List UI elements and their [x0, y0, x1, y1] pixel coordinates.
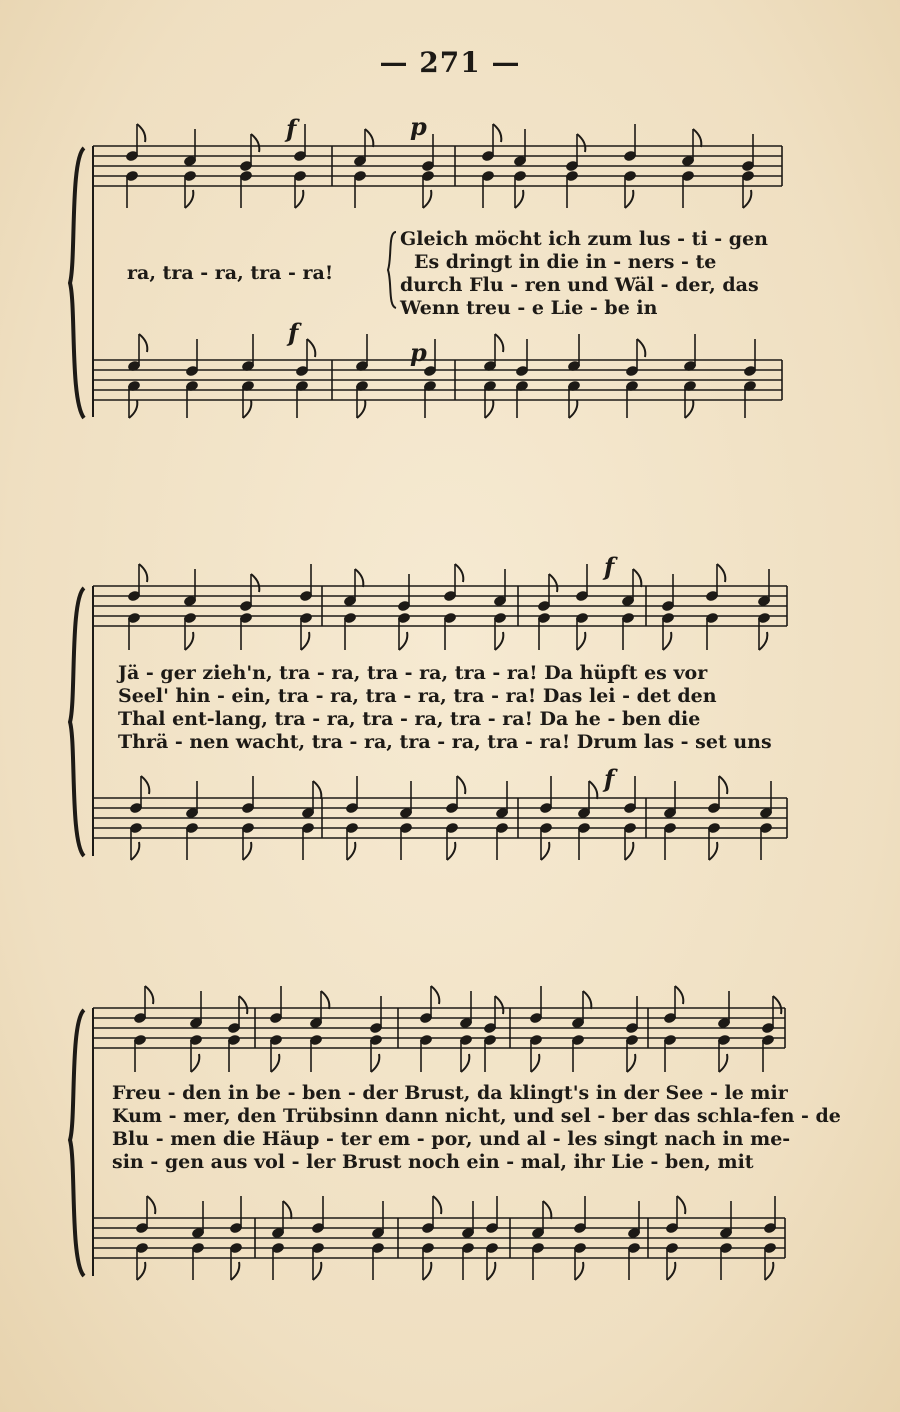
- verse-1-lyric: Freu - den in be - ben - der Brust, da klingt's in der See - le mir: [112, 1082, 788, 1104]
- dynamic-forte: f: [286, 114, 297, 143]
- note-flag: [321, 991, 329, 1009]
- dynamic-forte: f: [288, 318, 299, 347]
- verse-3-lyric: Blu - men die Häup - ter em - por, und al - les singt nach in me-: [112, 1128, 791, 1150]
- verse-3-lyric: Thal ent-lang, tra - ra, tra - ra, tra - ra! Da he - ben die: [118, 708, 701, 730]
- note-flag: [773, 996, 781, 1014]
- note-flag: [239, 996, 247, 1014]
- verse-1-lyric: Gleich möcht ich zum lus - ti - gen: [400, 228, 768, 250]
- note-flag: [423, 1262, 431, 1280]
- note-flag: [137, 1262, 145, 1280]
- note-flag: [495, 996, 503, 1014]
- note-flag: [531, 1054, 539, 1072]
- verse-1-lyric: Jä - ger zieh'n, tra - ra, tra - ra, tra - ra! Da hüpft es vor: [118, 662, 708, 684]
- note-flag: [313, 1262, 321, 1280]
- note-flag: [583, 991, 591, 1009]
- note-flag: [191, 1054, 199, 1072]
- note-flag: [433, 1196, 441, 1214]
- verse-2-lyric: Kum - mer, den Trübsinn dann nicht, und sel - ber das schla-fen - de: [112, 1105, 841, 1127]
- note-flag: [575, 1262, 583, 1280]
- note-flag: [283, 1201, 291, 1219]
- note-flag: [231, 1262, 239, 1280]
- note-flag: [677, 1196, 685, 1214]
- note-flag: [145, 986, 153, 1004]
- note-flag: [627, 1054, 635, 1072]
- dynamic-forte: f: [604, 764, 615, 793]
- note-flag: [371, 1054, 379, 1072]
- verse-2-lyric: Seel' hin - ein, tra - ra, tra - ra, tra - ra! Das lei - det den: [118, 685, 717, 707]
- note-flag: [147, 1196, 155, 1214]
- note-flag: [543, 1201, 551, 1219]
- verse-3-lyric: durch Flu - ren und Wäl - der, das: [400, 274, 759, 296]
- verse-4-lyric: Thrä - nen wacht, tra - ra, tra - ra, tra - ra! Drum las - set uns: [118, 731, 772, 753]
- dynamic-piano: p: [410, 338, 427, 367]
- note-flag: [765, 1262, 773, 1280]
- note-flag: [719, 1054, 727, 1072]
- note-flag: [271, 1054, 279, 1072]
- page-number: — 271 —: [379, 46, 521, 79]
- verse-2-lyric: Es dringt in die in - ners - te: [414, 251, 717, 273]
- verse-4-lyric: sin - gen aus vol - ler Brust noch ein - mal, ihr Lie - ben, mit: [112, 1151, 754, 1173]
- dynamic-forte: f: [604, 552, 615, 581]
- verse-4-lyric: Wenn treu - e Lie - be in: [400, 297, 658, 319]
- note-flag: [667, 1262, 675, 1280]
- note-flag: [487, 1262, 495, 1280]
- note-flag: [675, 986, 683, 1004]
- note-flag: [431, 986, 439, 1004]
- note-flag: [461, 1054, 469, 1072]
- dynamic-piano: p: [410, 112, 427, 141]
- refrain-lyric: ra, tra - ra, tra - ra!: [127, 262, 334, 284]
